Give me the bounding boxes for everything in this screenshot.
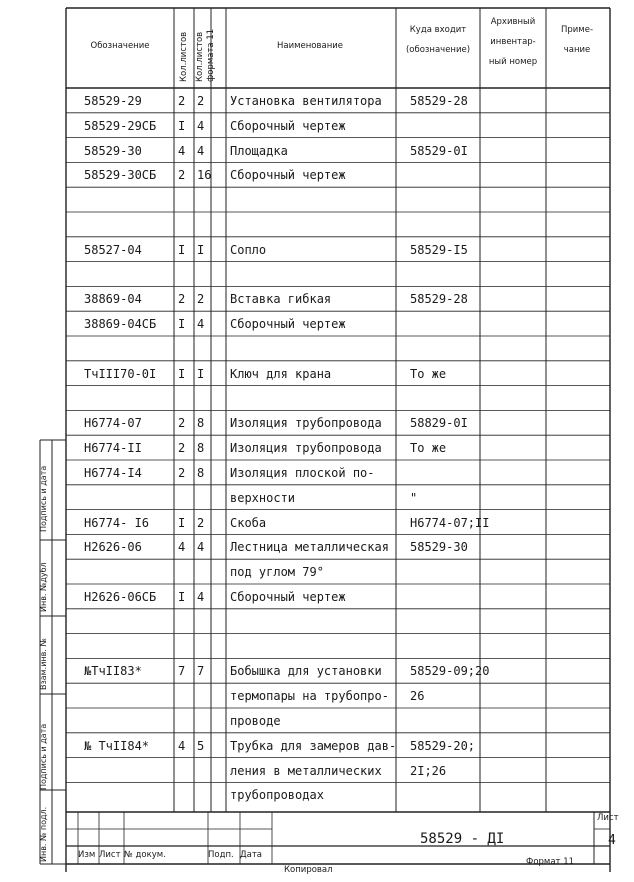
tb-nom-dokum: № докум.	[124, 850, 166, 860]
row-13-name: Изоляция трубопровода	[230, 416, 382, 431]
row-14-name: Изоляция трубопровода	[230, 441, 382, 456]
row-20-name: Сборочный чертеж	[230, 590, 346, 604]
row-3-k1: 2	[178, 168, 186, 183]
row-18-name: Лестница металлическая	[230, 540, 389, 555]
row-15-k1: 2	[178, 466, 186, 480]
row-9-oboz: 38869-04СБ	[84, 317, 157, 332]
row-11-oboz: ТчIII70-0I	[84, 366, 157, 381]
footer-kopiroval: Копировал	[284, 865, 333, 875]
row-11-kuda: То же	[410, 366, 447, 381]
tb-list-number: 4	[608, 833, 616, 848]
header-primechanie-1: Приме-	[560, 25, 594, 35]
row-9-name: Сборочный чертеж	[230, 317, 346, 332]
side-inv-podl: Инв. № подл.	[39, 806, 48, 862]
header-arhiv-3: ный номер	[488, 57, 538, 67]
row-16-name: верхности	[230, 490, 296, 505]
row-2-name: Площадка	[230, 143, 288, 158]
row-27-kuda: 2I;26	[410, 763, 447, 778]
row-28-name: трубопроводах	[230, 788, 324, 803]
row-2-k1: 4	[178, 143, 186, 158]
row-14-oboz: Н6774-II	[84, 441, 142, 456]
header-kuda-2: (обозначение)	[405, 45, 471, 55]
row-11-name: Ключ для крана	[230, 366, 332, 381]
row-15-k2: 8	[197, 466, 205, 480]
row-24-kuda: 26	[410, 689, 425, 704]
row-8-name: Вставка гибкая	[230, 292, 332, 307]
row-17-k1: I	[178, 515, 186, 530]
row-6-kuda: 58529-I5	[410, 242, 468, 257]
row-15-name: Изоляция плоской по-	[230, 466, 375, 480]
row-23-name: Бобышка для установки	[230, 664, 382, 679]
side-vzam-inv: Взам.инв. №	[39, 638, 48, 690]
row-27-name: ления в металлических	[230, 763, 382, 778]
row-17-oboz: Н6774- I6	[84, 515, 150, 530]
row-6-k1: I	[178, 242, 186, 257]
row-25-name: проводе	[230, 714, 281, 728]
header-arhiv-1: Архивный	[490, 17, 536, 27]
row-19-name: под углом 79°	[230, 565, 324, 580]
row-26-name: Трубка для замеров дав-	[230, 738, 397, 753]
side-podpis-data-2: Подпись и дата	[39, 723, 48, 790]
side-podpis-data-1: Подпись и дата	[39, 465, 48, 532]
row-6-k2: I	[197, 242, 205, 257]
row-26-k2: 5	[197, 738, 205, 753]
row-9-k1: I	[178, 317, 186, 332]
row-17-name: Скоба	[230, 515, 267, 530]
row-16-kuda: "	[410, 490, 418, 505]
row-26-oboz: № ТчII84*	[84, 738, 150, 753]
row-18-oboz: Н2626-06	[84, 540, 142, 555]
row-9-k2: 4	[197, 317, 205, 332]
row-18-k1: 4	[178, 540, 186, 555]
header-kol-listov-format-2: формата 11	[206, 28, 216, 82]
row-8-oboz: 38869-04	[84, 292, 142, 307]
row-17-kuda: Н6774-07;II	[410, 515, 490, 530]
header-kuda-1: Куда входит	[409, 25, 467, 35]
row-23-k2: 7	[197, 664, 205, 679]
row-26-k1: 4	[178, 738, 186, 753]
row-23-k1: 7	[178, 664, 186, 679]
row-23-kuda: 58529-09;20	[410, 664, 490, 679]
row-20-oboz: Н2626-06СБ	[84, 590, 157, 604]
row-14-k1: 2	[178, 441, 186, 456]
row-20-k1: I	[178, 590, 186, 604]
row-13-kuda: 58829-0I	[410, 416, 468, 431]
header-kol-listov-format-1: Кол.листов	[195, 31, 205, 82]
row-23-oboz: №ТчII83*	[84, 664, 142, 679]
row-0-kuda: 58529-28	[410, 94, 468, 108]
row-14-k2: 8	[197, 441, 205, 456]
row-11-k2: I	[197, 366, 205, 381]
row-6-name: Сопло	[230, 242, 267, 257]
row-2-oboz: 58529-30	[84, 143, 142, 158]
row-17-k2: 2	[197, 515, 205, 530]
row-0-oboz: 58529-29	[84, 94, 142, 108]
header-naimenovanie: Наименование	[276, 41, 344, 51]
tb-designation: 58529 - ДI	[420, 831, 505, 847]
row-6-oboz: 58527-04	[84, 242, 142, 257]
header-arhiv-2: инвентар-	[490, 37, 536, 47]
header-primechanie-2: чание	[563, 45, 591, 55]
side-inv-dubl: Инв. №дубл	[39, 562, 48, 612]
row-8-k2: 2	[197, 292, 205, 307]
tb-data: Дата	[240, 850, 263, 860]
row-18-kuda: 58529-30	[410, 540, 468, 555]
row-1-name: Сборочный чертеж	[230, 118, 346, 133]
row-3-name: Сборочный чертеж	[230, 168, 346, 183]
row-8-k1: 2	[178, 292, 186, 307]
row-13-k2: 8	[197, 416, 205, 431]
row-1-k2: 4	[197, 118, 205, 133]
row-14-kuda: То же	[410, 441, 447, 456]
row-2-kuda: 58529-0I	[410, 143, 468, 158]
header-kol-listov: Кол.листов	[179, 31, 189, 82]
tb-list: Лист	[99, 850, 121, 860]
tb-list-label: Лист	[597, 813, 619, 823]
row-1-oboz: 58529-29СБ	[84, 118, 157, 133]
row-3-oboz: 58529-30СБ	[84, 168, 157, 183]
row-0-k2: 2	[197, 94, 205, 108]
row-0-name: Установка вентилятора	[230, 94, 382, 108]
row-8-kuda: 58529-28	[410, 292, 468, 307]
row-20-k2: 4	[197, 590, 205, 604]
row-13-k1: 2	[178, 416, 186, 431]
row-15-oboz: Н6774-I4	[84, 466, 142, 480]
tb-izm: Изм	[78, 850, 96, 860]
row-13-oboz: Н6774-07	[84, 416, 142, 431]
header-oboznachenie: Обозначение	[90, 41, 150, 51]
tb-podp: Подп.	[208, 850, 234, 860]
row-1-k1: I	[178, 118, 186, 133]
footer-format: Формат 11	[526, 857, 575, 867]
row-18-k2: 4	[197, 540, 205, 555]
row-26-kuda: 58529-20;	[410, 738, 476, 753]
row-2-k2: 4	[197, 143, 205, 158]
row-24-name: термопары на трубопро-	[230, 689, 389, 704]
row-3-k2: 16	[197, 168, 212, 183]
row-11-k1: I	[178, 366, 186, 381]
row-0-k1: 2	[178, 94, 186, 108]
